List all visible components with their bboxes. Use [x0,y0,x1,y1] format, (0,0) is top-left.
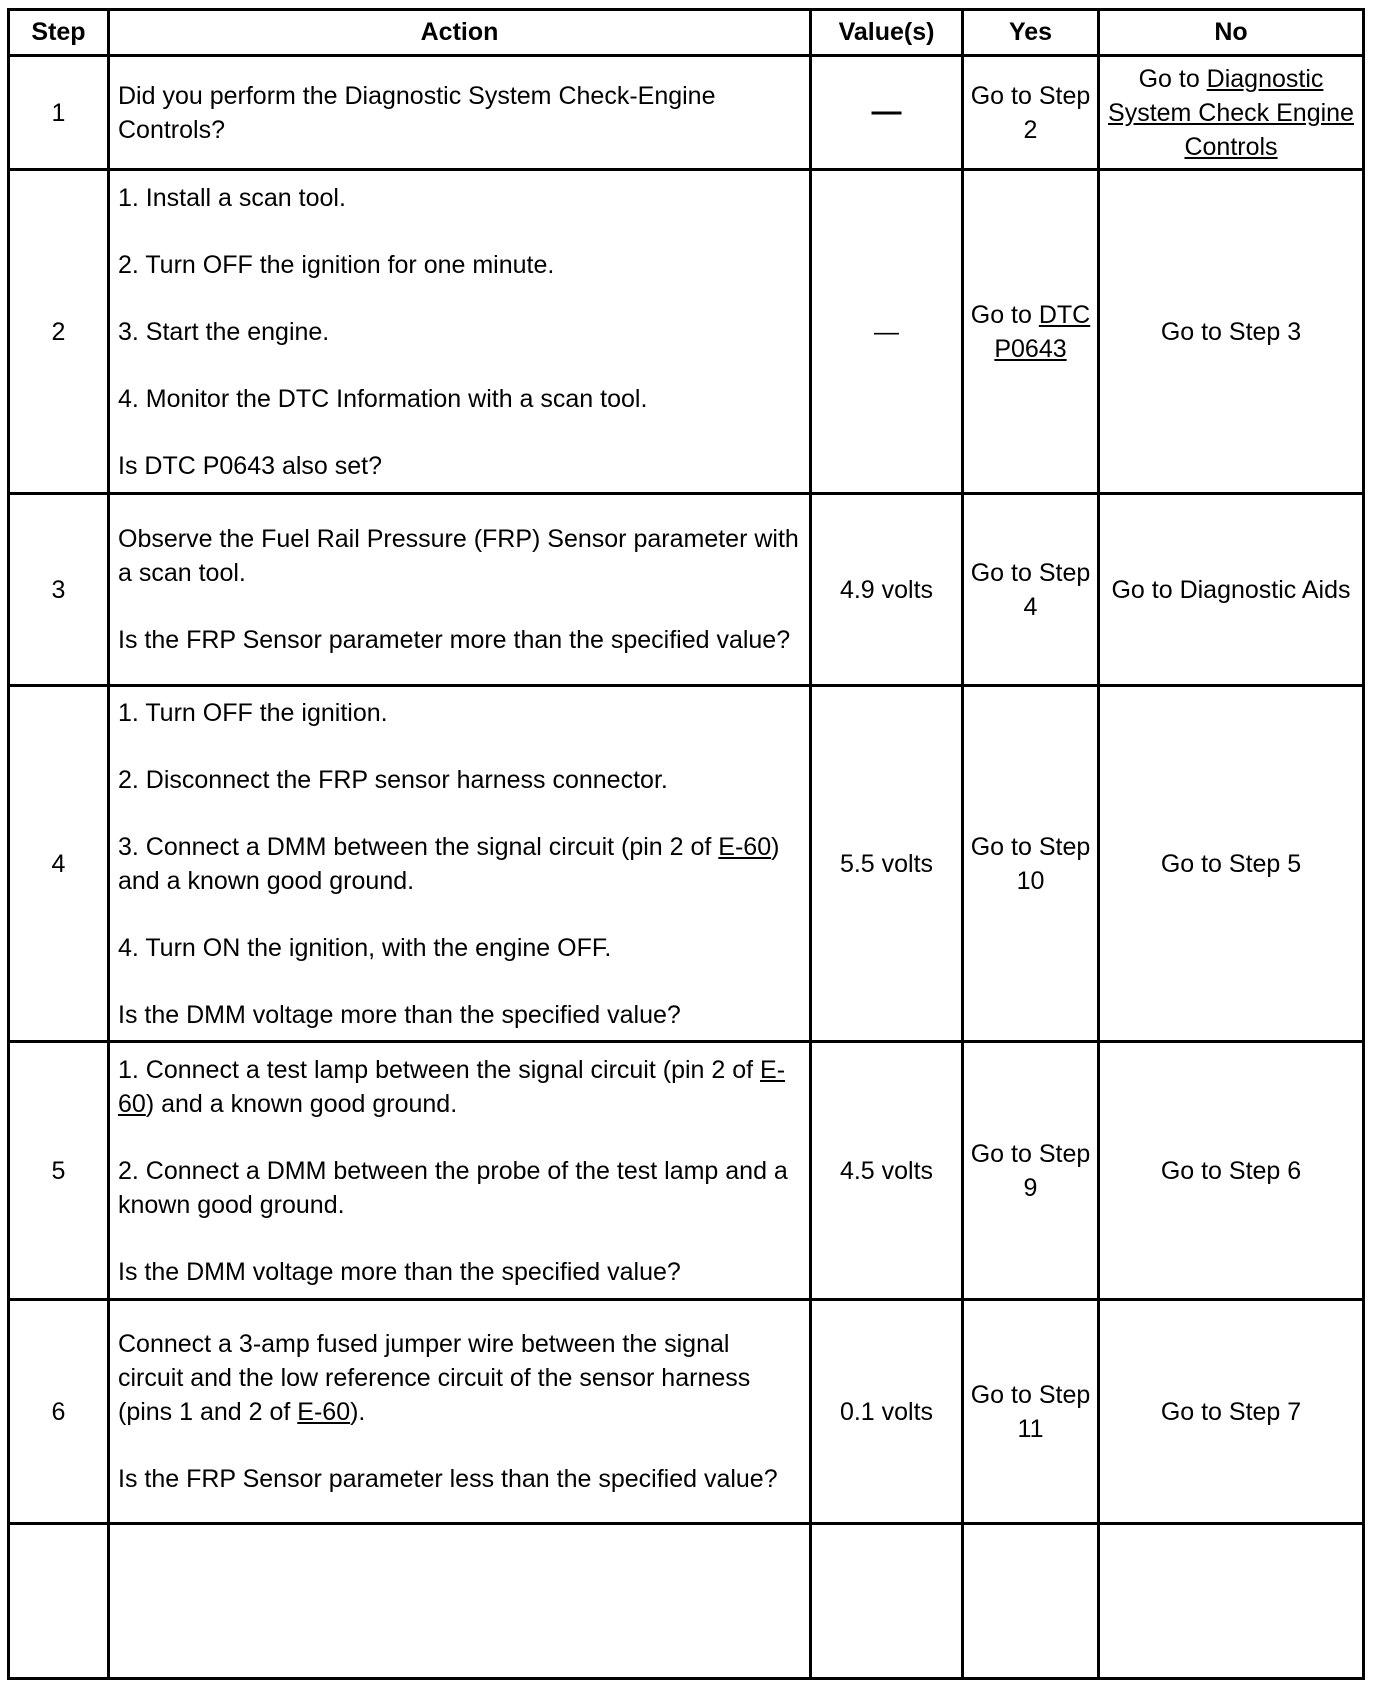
step-number: 2 [9,170,109,494]
yes-cell [963,56,1099,170]
action-text-before-link: Connect a 3-amp fused jumper wire between the signal circuit and the low reference circuit of the sensor harness (pins 1 and 2 of [118,1330,751,1426]
value-text: 4.9 volts [839,575,934,604]
yes-text: Go to Step 11 [970,1380,1091,1443]
value-text: — [871,95,902,128]
step-number: 4 [9,686,109,1042]
action-text: 4. Turn ON the ignition, with the engine OFF. [118,933,612,962]
header-yes: Yes [963,10,1099,56]
action-text: 4. Monitor the DTC Information with a scan tool. [118,384,648,413]
table-row [9,494,1364,686]
diagnostic-table [7,8,1365,1680]
empty-cell [1099,1524,1364,1679]
yes-cell [963,686,1099,1042]
no-cell [1099,494,1364,686]
action-cell [109,494,811,686]
action-text-after-link: ) and a known good ground. [145,1089,458,1118]
no-cell [1099,1300,1364,1524]
action-text: Did you perform the Diagnostic System Check-Engine Controls? [118,81,716,144]
yes-prefix: Go to [970,300,1039,329]
action-text: Observe the Fuel Rail Pressure (FRP) Sensor parameter with a scan tool. [118,525,799,587]
empty-cell [963,1524,1099,1679]
yes-text: Go to Step 10 [970,832,1091,895]
yes-cell [963,1042,1099,1300]
yes-cell [963,170,1099,494]
value-text: 4.5 volts [839,1156,934,1185]
no-text: Go to Step 3 [1160,317,1302,346]
e60-link[interactable]: E-60 [718,832,772,861]
table-row [9,170,1364,494]
value-cell [811,1042,963,1300]
header-action: Action [109,10,811,56]
yes-cell [963,1300,1099,1524]
action-cell [109,170,811,494]
table-row [9,1042,1364,1300]
table-row [9,686,1364,1042]
no-cell [1099,686,1364,1042]
no-cell [1099,1042,1364,1300]
action-cell [109,1300,811,1524]
diagnostic-system-check-link[interactable]: Diagnostic System Check Engine Controls [1108,64,1354,161]
no-text: Go to Step 5 [1160,849,1302,878]
action-text-before-link: 3. Connect a DMM between the signal circuit (pin 2 of [118,832,719,861]
empty-cell [109,1524,811,1679]
e60-link[interactable]: E-60 [118,1055,786,1118]
empty-cell [9,1524,109,1679]
e60-link[interactable]: E-60 [297,1398,351,1426]
action-text [118,1053,801,1121]
action-text: 2. Disconnect the FRP sensor harness connector. [118,765,668,794]
step-number: 1 [9,56,109,170]
value-text: 5.5 volts [839,849,934,878]
yes-cell [963,494,1099,686]
value-text: 0.1 volts [839,1397,934,1426]
yes-text: Go to Step 2 [970,81,1091,144]
action-cell [109,1042,811,1300]
step-number: 3 [9,494,109,686]
value-cell [811,494,963,686]
header-step: Step [9,10,109,56]
action-text: Is the DMM voltage more than the specified value? [118,1257,681,1286]
value-cell [811,1300,963,1524]
action-text: 1. Turn OFF the ignition. [118,698,388,727]
value-cell [811,170,963,494]
empty-cell [811,1524,963,1679]
no-prefix: Go to [1138,64,1207,93]
no-text: Go to Step 6 [1160,1156,1302,1185]
action-text: Is DTC P0643 also set? [118,451,383,480]
value-cell [811,56,963,170]
no-cell [1099,170,1364,494]
action-text: 2. Connect a DMM between the probe of the test lamp and a known good ground. [118,1156,788,1219]
action-text-before-link: 1. Connect a test lamp between the signal circuit (pin 2 of [118,1055,761,1084]
step-number: 6 [9,1300,109,1524]
action-text-after-link: ). [350,1398,366,1426]
action-cell [109,686,811,1042]
yes-text: Go to Step 9 [970,1139,1091,1202]
table-row [9,1300,1364,1524]
no-text: Go to Step 7 [1160,1397,1302,1426]
table-row-empty [9,1524,1364,1679]
table-row [9,56,1364,170]
value-text: — [874,317,899,346]
action-text: 2. Turn OFF the ignition for one minute. [118,250,555,279]
action-cell [109,56,811,170]
dtc-p0643-link[interactable]: DTC P0643 [994,300,1091,363]
header-values: Value(s) [811,10,963,56]
value-cell [811,686,963,1042]
action-text [118,830,801,898]
no-text: Go to Diagnostic Aids [1111,575,1351,604]
yes-text: Go to Step 4 [970,558,1091,621]
header-no: No [1099,10,1364,56]
action-text [118,1327,801,1429]
action-text: Is the FRP Sensor parameter more than the specified value? [118,626,791,654]
action-text: Is the FRP Sensor parameter less than the specified value? [118,1465,778,1493]
header-row [9,10,1364,56]
action-text: 1. Install a scan tool. [118,183,346,212]
action-text: Is the DMM voltage more than the specified value? [118,1000,681,1029]
step-number: 5 [9,1042,109,1300]
action-text-after-link: ) and a known good ground. [118,832,780,895]
action-text: 3. Start the engine. [118,317,330,346]
no-cell [1099,56,1364,170]
